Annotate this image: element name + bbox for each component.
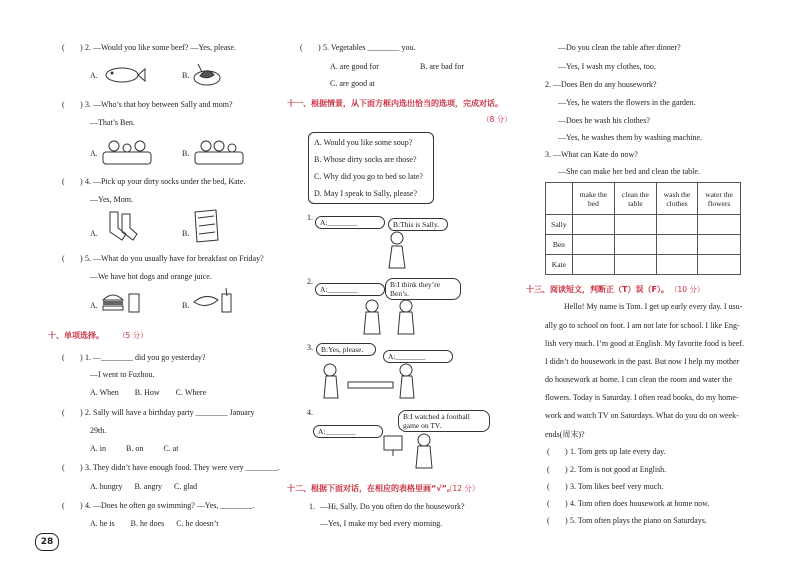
dialog-number: 1. [307,213,313,222]
section-title: 十三、阅读短文，判断正（T）误（F）。 [526,285,669,294]
answer-paren-close: ) [80,177,83,186]
tf-statement: 4. Tom often does housework at home now. [570,499,710,508]
option-b-label: B. [182,229,190,238]
answer-paren-close: ) [80,353,83,362]
check-cell[interactable] [572,215,614,235]
option-b-label: B. [182,149,190,158]
answer-paren-close: ) [80,254,83,263]
row-label: Sally [546,215,573,235]
answer-paren[interactable]: ( [62,254,65,263]
answer-paren[interactable]: ( [62,43,65,52]
option-a-label: A. [90,301,98,310]
answer-paren[interactable]: ( [547,516,550,525]
answer-paren[interactable]: ( [547,465,550,474]
question-text: 5. —What do you usually have for breakfast on Friday? [85,254,264,263]
options-text: A. When B. How C. Where [90,388,207,397]
passage-line: lish very much. I’m good at English. My favorite food is beef. [545,339,745,348]
answer-paren[interactable]: ( [62,353,65,362]
answer-paren[interactable]: ( [62,177,65,186]
answer-paren-close: ) [80,463,83,472]
dialog-number: 3. [307,343,313,352]
family-picture-icon [194,136,244,166]
answer-paren[interactable]: ( [62,100,65,109]
answer-paren-close: ) [565,482,568,491]
tv-scene-icon [376,430,446,470]
tf-statement: 2. Tom is not good at English. [570,465,667,474]
dialog-line: —Yes, he waters the flowers in the garden. [558,98,696,107]
dialog-number: 1. [309,502,315,511]
table-header: water the flowers [698,183,741,215]
box-option-c: C. Why did you go to bed so late? [314,172,423,181]
table-row [546,255,741,275]
table-header [546,183,573,215]
reply-text: —We have hot dogs and orange juice. [90,272,212,281]
reply-text: —I went to Fuzhou. [90,370,155,379]
answer-bubble: B:I think they’re Ben’s. [385,278,461,300]
answer-paren-close: ) [80,501,83,510]
check-cell[interactable] [698,235,741,255]
dialog-line: —Do you clean the table after dinner? [558,43,681,52]
check-cell[interactable] [572,235,614,255]
options-text: A. he is B. he does C. he doesn’t [90,519,219,528]
hamburger-juice-icon [101,288,143,316]
check-cell[interactable] [698,255,741,275]
question-text: 3. —Who’s that boy between Sally and mom? [85,100,233,109]
box-option-a: A. Would you like some soup? [314,138,413,147]
dialog-line: —Does he wash his clothes? [558,116,650,125]
table-header: clean the table [615,183,657,215]
answer-paren-close: ) [80,43,83,52]
question-text: 4. —Pick up your dirty socks under the bed, Kate. [85,177,246,186]
reply-text: —Yes, Mom. [90,195,133,204]
section-score: （10 分） [670,285,705,294]
options-box [308,132,434,204]
dinner-scene-icon [318,360,418,400]
check-cell[interactable] [615,255,657,275]
answer-paren-close: ) [80,100,83,109]
answer-paren-close: ) [565,499,568,508]
tf-statement: 3. Tom likes beef very much. [570,482,664,491]
passage-line: I didn’t do housework in the past. But now I help my mother [545,357,740,366]
answer-paren[interactable]: ( [300,43,303,52]
passage-line: do housework at home. I can clean the room and water the [545,375,733,384]
check-cell[interactable] [656,235,697,255]
dialog-line: —Yes, I wash my clothes, too. [558,62,656,71]
answer-paren[interactable]: ( [547,499,550,508]
question-text: 4. —Does he often go swimming? —Yes, ________. [85,501,255,510]
option-b-label: B. [182,71,190,80]
option-a-label: A. [90,229,98,238]
dialog-line: —She can make her bed and clean the table. [558,167,700,176]
table-row [546,235,741,255]
socks-icon [104,210,140,244]
answer-bubble: B:This is Sally. [388,218,448,231]
section-score: （5 分） [118,331,148,340]
check-cell[interactable] [615,235,657,255]
blank-bubble[interactable]: A:________ [313,425,383,438]
options-text: A. in B. on C. at [90,444,179,453]
row-label: Ben [546,235,573,255]
answer-paren[interactable]: ( [62,501,65,510]
answer-paren-close: ) [565,465,568,474]
dialog-line: 2. —Does Ben do any housework? [545,80,657,89]
section-title: 十一、根据情景，从下面方框内选出恰当的选项，完成对话。 [287,99,503,108]
section-title: 十二、根据下面对话，在相应的表格里画“√”。 [287,484,455,493]
shirt-icon [192,208,220,244]
dialog-number: 4. [307,408,313,417]
option-b: B. are bad for [420,62,464,71]
answer-paren-close: ) [318,43,321,52]
table-row [546,215,741,235]
box-option-b: B. Whose dirty socks are those? [314,155,417,164]
socks-scene-icon [350,296,430,336]
section-score: （8 分） [482,115,512,124]
option-c: C. are good at [330,79,375,88]
blank-bubble[interactable]: A:________ [315,283,385,296]
girl-phone-icon [382,230,412,270]
tf-statement: 5. Tom often plays the piano on Saturdays. [570,516,707,525]
dialog-number: 2. [307,277,313,286]
table-header: make the bed [572,183,614,215]
dialog-line: 3. —What can Kate do now? [545,150,638,159]
question-text: 5. Vegetables ________ you. [323,43,416,52]
passage-line: Hello! My name is Tom. I get up early every day. I usu- [564,302,743,311]
section-score: （12 分） [445,484,480,493]
blank-bubble[interactable]: A:________ [383,350,453,363]
check-cell[interactable] [698,215,741,235]
row-label: Kate [546,255,573,275]
answer-paren[interactable]: ( [62,408,65,417]
answer-bubble: B:Yes, please. [316,343,376,356]
question-text: 1. —________ did you go yesterday? [85,353,206,362]
dialog-line: —Yes, he washes them by washing machine. [558,133,703,142]
reply-text: —That’s Ben. [90,118,135,127]
answer-paren-close: ) [565,516,568,525]
housework-table [545,182,741,275]
answer-paren[interactable]: ( [547,447,550,456]
answer-paren[interactable]: ( [547,482,550,491]
answer-bubble: B:I watched a football game on TV. [398,410,490,432]
question-text: 2. —Would you like some beef? —Yes, please. [85,43,236,52]
table-header: wash the clothes [656,183,697,215]
option-b-label: B. [182,301,190,310]
options-text: A. hungry B. angry C. glad [90,482,198,491]
box-option-d: D. May I speak to Sally, please? [314,189,418,198]
check-cell[interactable] [572,255,614,275]
section-title: 十、单项选择。 [48,331,104,340]
passage-line: flowers. Today is Saturday. I often read books, do my home- [545,393,739,402]
dialog-line: —Hi, Sally. Do you often do the housework? [320,502,465,511]
check-cell[interactable] [615,215,657,235]
blank-bubble[interactable]: A:________ [315,216,385,229]
passage-line: ends(周末)? [545,430,585,439]
option-a: A. are good for [330,62,379,71]
page-number: 28 [35,533,59,551]
answer-paren-close: ) [565,447,568,456]
tf-statement: 1. Tom gets up late every day. [570,447,666,456]
dialog-line: —Yes, I make my bed every morning. [320,519,443,528]
passage-line: ally go to school on foot. I am not late for school. I like Eng- [545,321,740,330]
answer-paren[interactable]: ( [62,463,65,472]
question-text: 2. Sally will have a birthday party ________ January [85,408,255,417]
beef-plate-icon [192,60,222,88]
answer-paren-close: ) [80,408,83,417]
option-a-label: A. [90,149,98,158]
question-text: 3. They didn’t have enough food. They were very ________. [85,463,280,472]
fish-icon [102,62,146,86]
question-continued: 29th. [90,426,107,435]
hotdog-juice-icon [192,286,234,316]
check-cell[interactable] [656,215,697,235]
family-picture-icon [102,136,152,166]
option-a-label: A. [90,71,98,80]
passage-line: work and watch TV on Saturdays. What do you do on week- [545,411,739,420]
check-cell[interactable] [656,255,697,275]
